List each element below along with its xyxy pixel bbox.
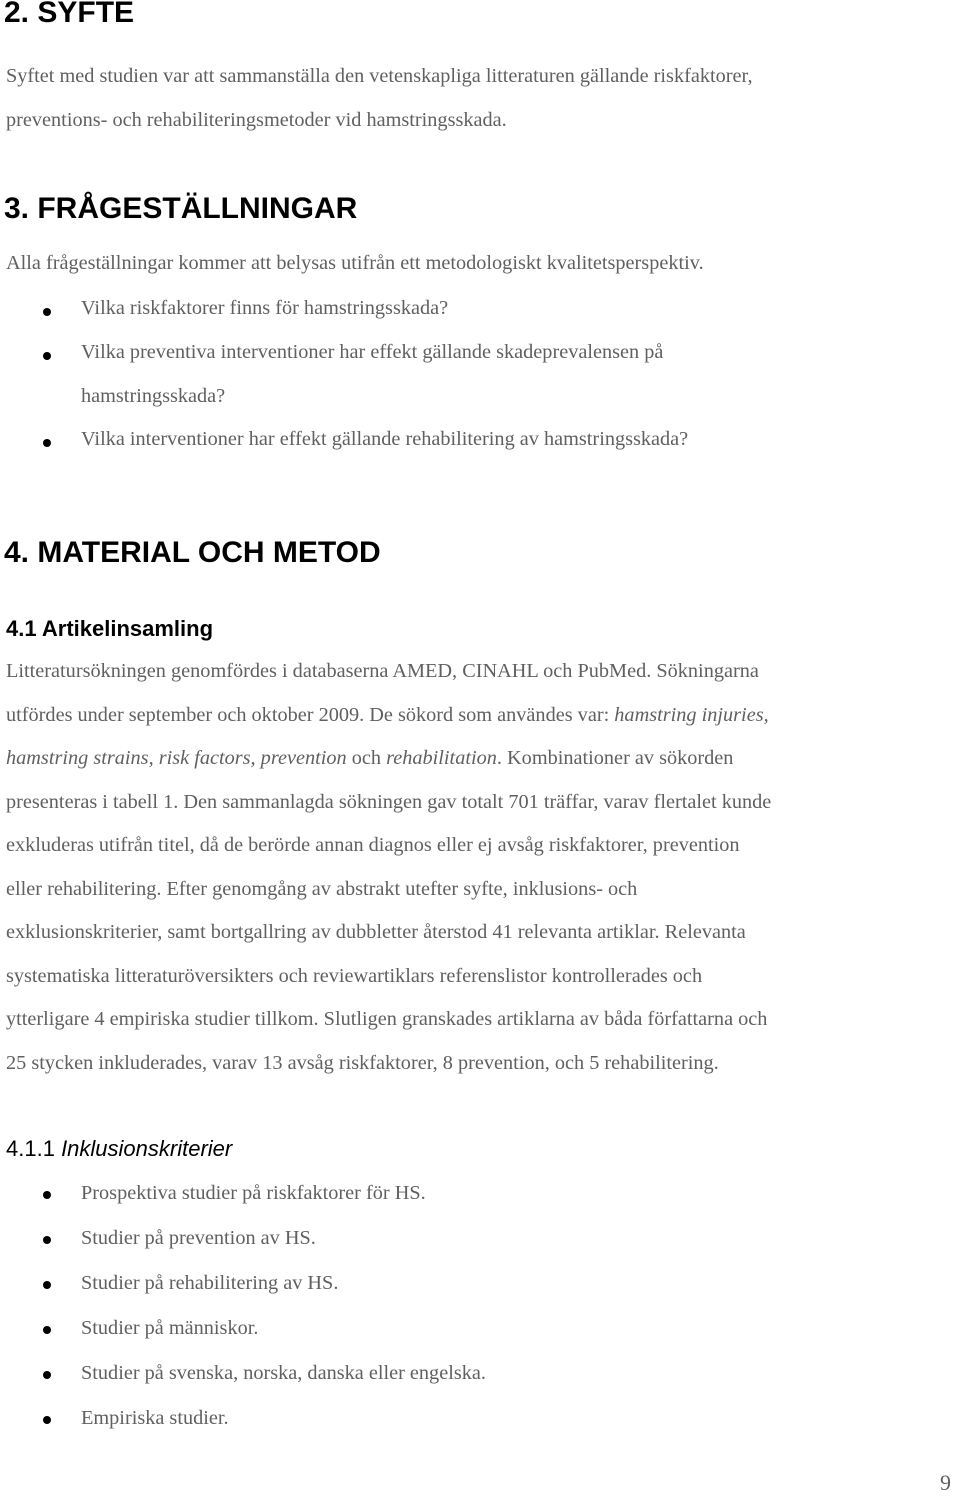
bullet-icon [43,352,51,360]
bullet-icon [43,1326,51,1334]
para-line-3-italic-a: hamstring strains, risk factors, prevention [6,747,347,769]
para-line-7: exklusionskriterier, samt bortgallring av dubbletter återstod 41 relevanta artiklar. Relevanta [6,921,746,943]
criteria-1: Prospektiva studier på riskfaktorer för HS. [81,1182,426,1204]
syfte-line-2: preventions- och rehabiliteringsmetoder vid hamstringsskada. [6,108,507,131]
criteria-5: Studier på svenska, norska, danska eller engelska. [81,1362,486,1384]
inklusion-title: Inklusionskriterier [61,1136,233,1161]
para-line-2-italic: hamstring injuries, [614,703,769,726]
syfte-paragraph [6,55,956,142]
para-line-3-italic-b: rehabilitation [386,747,497,769]
question-1: Vilka riskfaktorer finns för hamstringsskada? [81,297,449,319]
question-2: Vilka preventiva interventioner har effekt gällande skadeprevalensen på [81,341,664,363]
para-line-10: 25 stycken inkluderades, varav 13 avsåg riskfaktorer, 8 prevention, och 5 rehabilitering. [6,1051,719,1074]
criteria-2: Studier på prevention av HS. [81,1227,316,1249]
bullet-icon [43,1371,51,1379]
para-line-8: systematiska litteraturöversikters och reviewartiklars referenslistor kontrollerades och [6,964,703,987]
section-heading-syfte: 2. SYFTE [4,0,135,29]
para-line-6: eller rehabilitering. Efter genomgång av abstrakt utefter syfte, inklusions- och [6,877,638,900]
criteria-4: Studier på människor. [81,1317,259,1339]
bullet-icon [43,308,51,316]
para-line-4: presenteras i tabell 1. Den sammanlagda sökningen gav totalt 701 träffar, varav flertalet kunde [6,790,772,813]
bullet-icon [43,1236,51,1244]
syfte-line-1: Syftet med studien var att sammanställa den vetenskapliga litteraturen gällande riskfaktorer, [6,65,753,87]
para-line-5: exkluderas utifrån titel, då de berörde annan diagnos eller ej avsåg riskfaktorer, prevention [6,834,740,856]
page-number: 9 [940,1470,951,1495]
criteria-3: Studier på rehabilitering av HS. [81,1272,339,1294]
bullet-icon [43,1191,51,1199]
bullet-icon [43,439,51,447]
para-line-3-mid: och [346,747,387,769]
para-line-1: Litteratursökningen genomfördes i databaserna AMED, CINAHL och PubMed. Sökningarna [6,660,759,682]
subsubsection-heading-inklusion [6,1136,232,1162]
section-heading-material: 4. MATERIAL OCH METOD [4,536,381,569]
para-line-2: utfördes under september och oktober 2009. De sökord som användes var: [6,703,615,726]
fragestallningar-intro: Alla frågeställningar kommer att belysas utifrån ett metodologiskt kvalitetsperspektiv. [6,252,704,274]
question-2-continued: hamstringsskada? [81,385,226,407]
section-heading-fragestallningar: 3. FRÅGESTÄLLNINGAR [4,192,358,225]
inklusion-number: 4.1.1 [6,1136,55,1161]
subsection-heading-artikelinsamling: 4.1 Artikelinsamling [6,616,214,641]
bullet-icon [43,1416,51,1424]
criteria-6: Empiriska studier. [81,1407,229,1429]
question-3: Vilka interventioner har effekt gällande rehabilitering av hamstringsskada? [81,428,689,450]
bullet-icon [43,1281,51,1289]
para-line-9: ytterligare 4 empiriska studier tillkom. Slutligen granskades artiklarna av båda författarna och [6,1008,768,1030]
para-line-3-end: . Kombinationer av sökorden [496,747,734,769]
artikelinsamling-paragraph [6,650,956,1085]
